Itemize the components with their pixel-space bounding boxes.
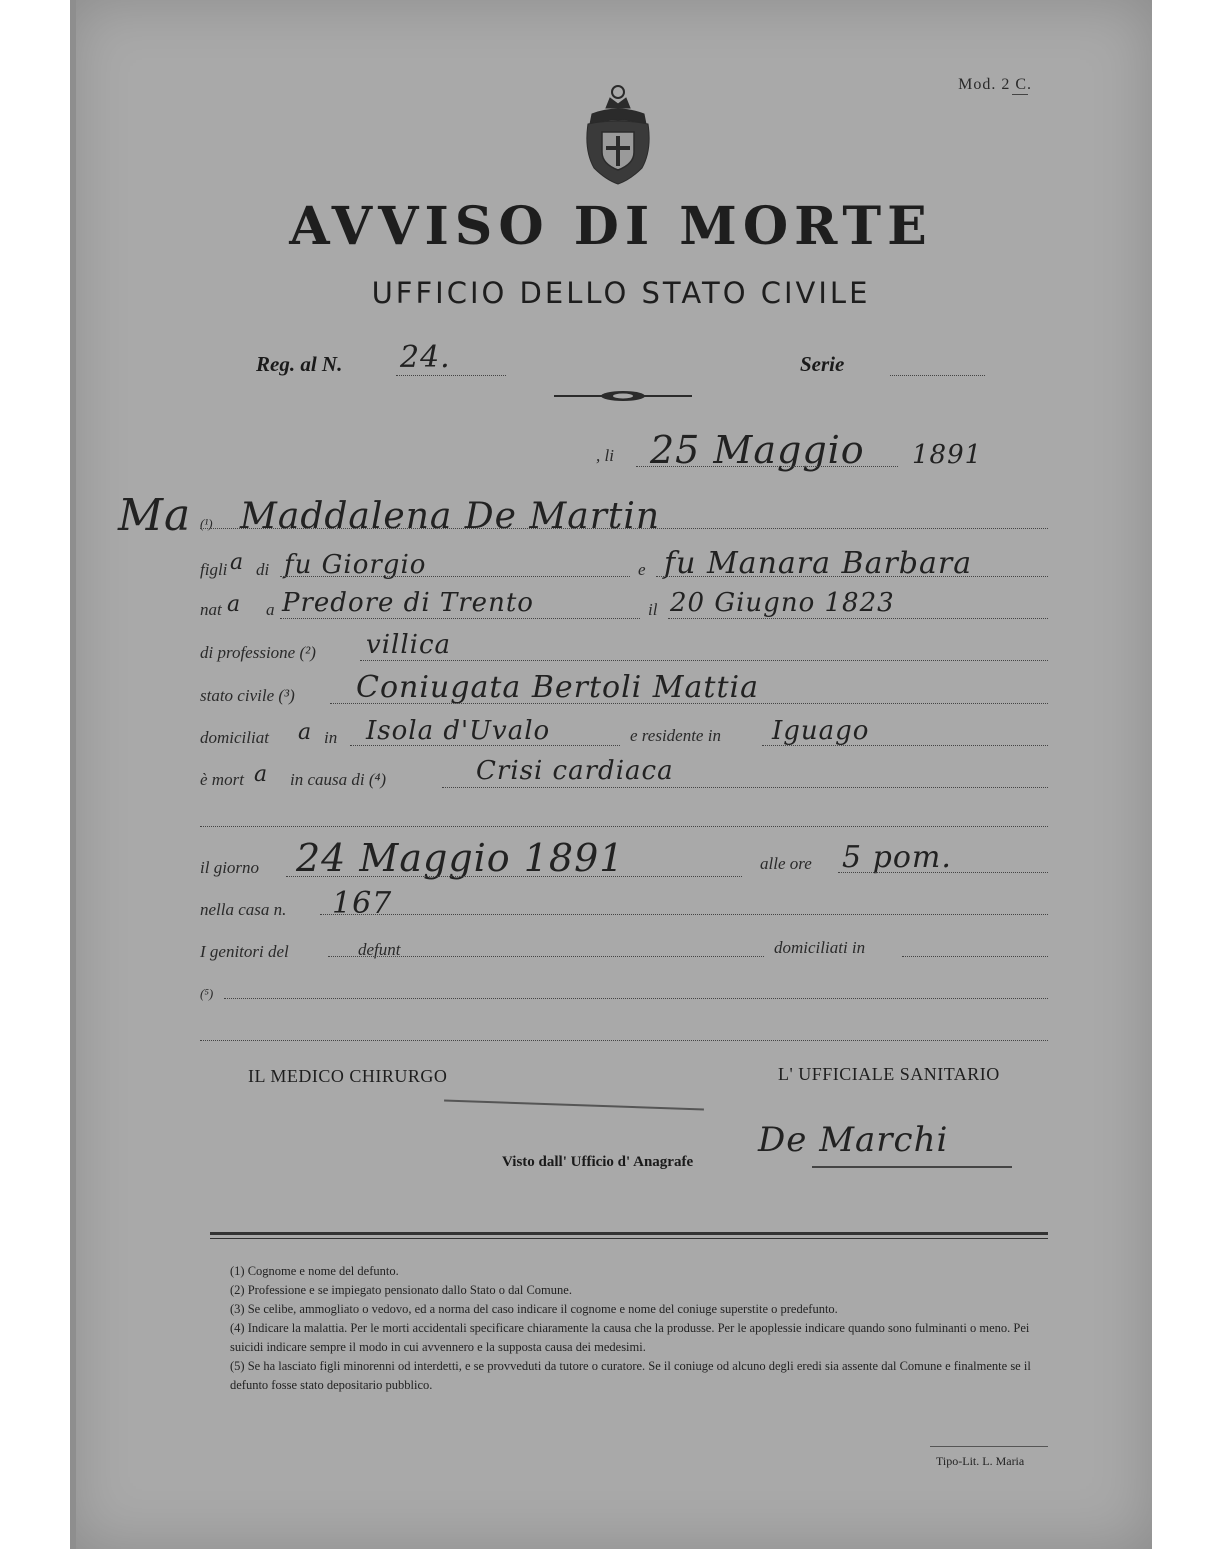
document-sheet [70, 0, 1152, 1549]
date-year: 1891 [912, 440, 983, 470]
ore-line [838, 872, 1048, 873]
footnote-3: (3) Se celibe, ammogliato o vedovo, ed a norma del caso indicare il cognome e nome del coniuge superstite o predefunto. [230, 1302, 838, 1316]
form-code-underline [1012, 94, 1028, 95]
footnotes [230, 1262, 1060, 1395]
birthplace: Predore di Trento [282, 588, 534, 618]
a-label: a [266, 600, 275, 619]
form-code: Mod. 2 C. [958, 76, 1032, 93]
domiciliata-label: domiciliat [200, 728, 269, 747]
blank-line-2 [224, 998, 1048, 999]
date-prefix: , li [596, 446, 614, 465]
casa-label: nella casa n. [200, 900, 287, 919]
domicile-value: Isola d'Uvalo [366, 716, 551, 746]
stato-label: stato civile (³) [200, 686, 295, 705]
giorno-value: 24 Maggio 1891 [296, 836, 625, 880]
name-mark: Ma [118, 490, 192, 541]
e-label: e [638, 560, 646, 579]
ufficiale-signature: De Marchi [758, 1120, 949, 1160]
causa-label: in causa di (⁴) [290, 770, 387, 789]
giorno-label: il giorno [200, 858, 260, 877]
deceased-name: Maddalena De Martin [240, 496, 661, 537]
coat-of-arms-emblem [580, 80, 656, 188]
residente-label: e residente in [630, 726, 721, 745]
printer-line [930, 1446, 1048, 1447]
domiciliati-label: domiciliati in [774, 938, 866, 957]
professione-label: di professione (²) [200, 643, 316, 662]
residence-value: Iguago [772, 716, 870, 746]
document-title: AVVISO DI MORTE [289, 196, 933, 257]
figlia-suffix: a [230, 550, 245, 575]
birthdate: 20 Giugno 1823 [670, 588, 895, 618]
genitori-label: I genitori del [200, 942, 289, 961]
footnote-2: (2) Professione e se impiegato pensionato dallo Stato o dal Comune. [230, 1283, 572, 1297]
date-line [636, 466, 898, 467]
birthdate-line [668, 618, 1048, 619]
morta-label: è mort [200, 770, 244, 789]
serie-line [890, 375, 985, 376]
professione-value: villica [366, 630, 452, 660]
giorno-line [286, 876, 742, 877]
printer-credit: Tipo-Lit. L. Maria [936, 1454, 1025, 1468]
morta-suffix: a [254, 762, 269, 787]
ornament-divider [554, 388, 692, 404]
ore-label: alle ore [760, 854, 812, 873]
reg-label: Reg. al N. [256, 352, 343, 376]
di-label: di [256, 560, 270, 579]
mother-line [656, 576, 1048, 577]
footnote-4: (4) Indicare la malattia. Per le morti accidentali specificare chiaramente la causa che la produsse. Per le apoplessie indicare quando sono fulminanti o meno. Pei suicidi indicare sempre il modo in cui avvennero e la supposta causa dei medesimi. [230, 1321, 1030, 1354]
ore-value: 5 pom. [842, 840, 952, 875]
domiciliata-suffix: a [298, 720, 313, 745]
father-line [280, 576, 630, 577]
casa-line [320, 914, 1048, 915]
stato-line [330, 703, 1048, 704]
footnote-1: (1) Cognome e nome del defunto. [230, 1264, 399, 1278]
note-ref-1: (¹) [200, 516, 213, 531]
reg-line [396, 375, 506, 376]
in-label: in [324, 728, 338, 747]
nata-suffix: a [227, 592, 242, 617]
genitori-value: defunt [358, 940, 401, 959]
serie-label: Serie [800, 352, 845, 376]
ufficiale-label: L' UFFICIALE SANITARIO [778, 1064, 1000, 1084]
visto-label: Visto dall' Ufficio d' Anagrafe [502, 1154, 694, 1170]
domicile-line [350, 745, 620, 746]
birthplace-line [280, 618, 640, 619]
mother-name: fu Manara Barbara [664, 546, 973, 581]
blank-line-1 [200, 826, 1048, 827]
domiciliati-line [902, 956, 1048, 957]
name-line [200, 528, 1048, 529]
residence-line [762, 745, 1048, 746]
separator-thick [210, 1232, 1048, 1235]
father-name: fu Giorgio [284, 550, 427, 580]
ufficiale-signature-line [812, 1166, 1012, 1168]
nata-label: nat [200, 600, 222, 619]
document-subtitle: UFFICIO DELLO STATO CIVILE [371, 276, 871, 310]
causa-line [442, 787, 1048, 788]
medico-signature-line [444, 1099, 704, 1110]
medico-label: IL MEDICO CHIRURGO [248, 1066, 448, 1086]
casa-value: 167 [332, 886, 393, 921]
note-ref-5: (⁵) [200, 986, 214, 1001]
il-label: il [648, 600, 658, 619]
stato-value: Coniugata Bertoli Mattia [356, 670, 759, 705]
blank-line-3 [200, 1040, 1048, 1041]
separator-thin [210, 1238, 1048, 1239]
genitori-line [328, 956, 764, 957]
date-value: 25 Maggio [650, 428, 865, 472]
causa-value: Crisi cardiaca [476, 756, 674, 786]
professione-line [360, 660, 1048, 661]
footnote-5: (5) Se ha lasciato figli minorenni od interdetti, e se provveduti da tutore o curatore. Se il coniuge od alcuno degli eredi sia assente dal Comune e finalmente se il defunto fosse stato depositario pubblico. [230, 1359, 1031, 1392]
reg-number: 24. [400, 340, 451, 375]
figlia-label: figli [200, 560, 228, 579]
